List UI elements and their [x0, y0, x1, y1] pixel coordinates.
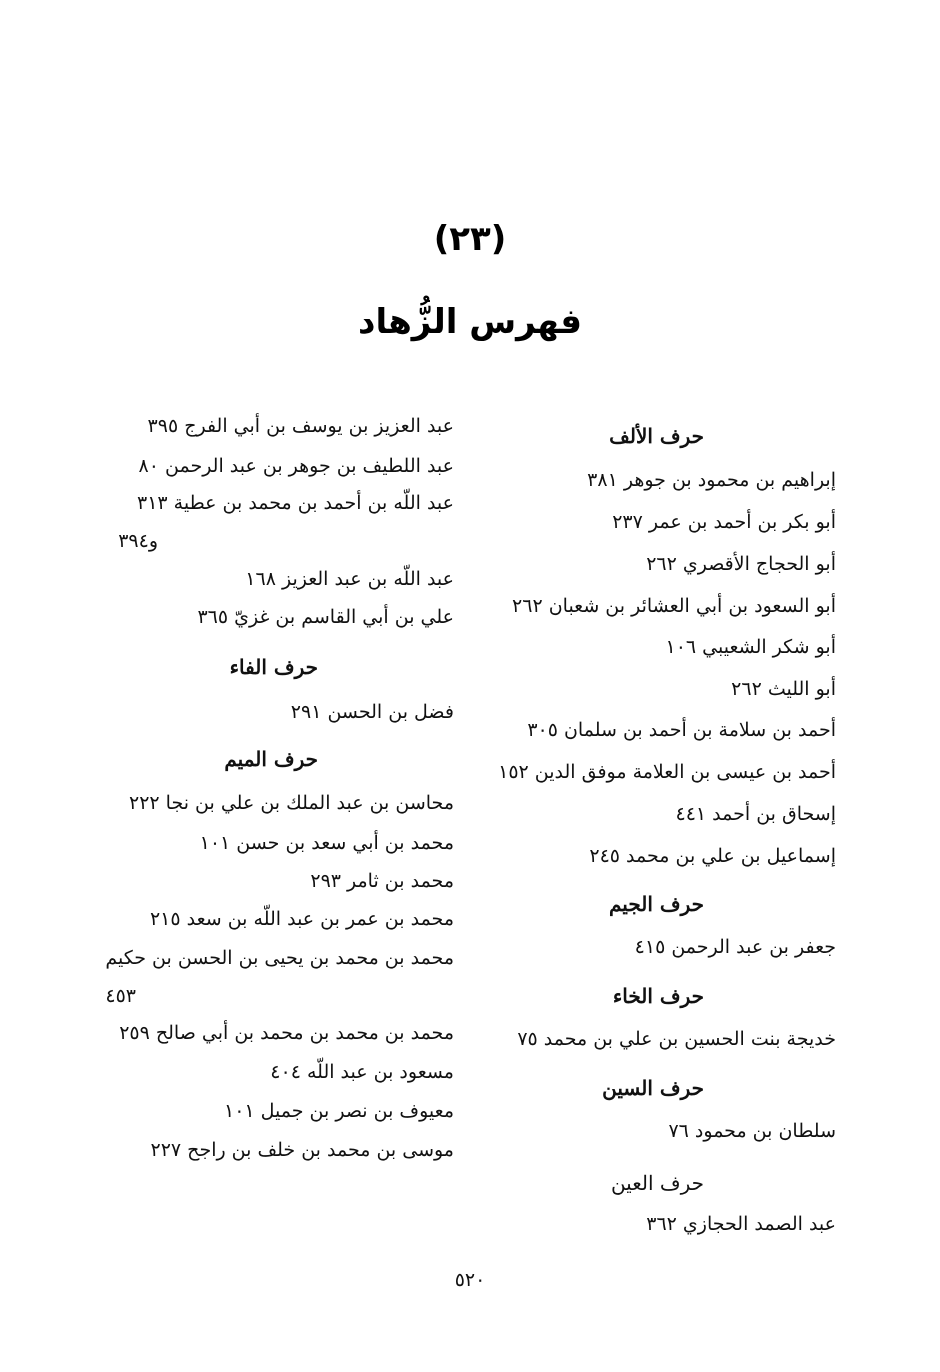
letter-heading: حرف العين	[610, 1171, 704, 1195]
index-entry: عبد اللّه بن أحمد بن محمد بن عطية ٣١٣	[136, 492, 454, 514]
index-entry: إسحاق بن أحمد ٤٤١	[675, 803, 836, 825]
chapter-title: فهرس الزُّهاد	[358, 302, 582, 342]
index-entry: أبو السعود بن أبي العشائر بن شعبان ٢٦٢	[512, 595, 836, 617]
index-entry: محمد بن أبي سعد بن حسن ١٠١	[199, 832, 454, 854]
index-entry: محاسن بن عبد الملك بن علي بن نجا ٢٢٢	[128, 792, 454, 814]
index-entry: عبد الصمد الحجازي ٣٦٢	[646, 1213, 836, 1235]
index-entry: عبد اللطيف بن جوهر بن عبد الرحمن ٨٠	[138, 455, 454, 477]
index-entry: فضل بن الحسن ٢٩١	[290, 701, 454, 723]
chapter-number: (٢٣)	[433, 219, 507, 259]
entry-continuation: ٤٥٣	[105, 985, 136, 1007]
index-entry: موسى بن محمد بن خلف بن راجح ٢٢٧	[150, 1139, 454, 1161]
index-entry: محمد بن محمد بن يحيى بن الحسن بن حكيم	[105, 947, 454, 969]
index-entry: أبو بكر بن أحمد بن عمر ٢٣٧	[612, 511, 836, 533]
letter-heading: حرف الجيم	[609, 892, 704, 916]
index-entry: محمد بن ثامر ٢٩٣	[310, 870, 454, 892]
index-entry: سلطان بن محمود ٧٦	[668, 1120, 836, 1142]
index-entry: أحمد بن عيسى بن العلامة موفق الدين ١٥٢	[498, 761, 836, 783]
index-entry: أبو شكر الشعيبي ١٠٦	[665, 636, 836, 658]
index-entry: خديجة بنت الحسين بن علي بن محمد ٧٥	[517, 1028, 836, 1050]
letter-heading: حرف الميم	[224, 747, 318, 771]
letter-heading: حرف الفاء	[229, 655, 318, 679]
index-entry: مسعود بن عبد اللّه ٤٠٤	[270, 1061, 454, 1083]
index-entry: أحمد بن سلامة بن أحمد بن سلمان ٣٠٥	[527, 719, 836, 741]
letter-heading: حرف السين	[602, 1076, 704, 1100]
index-entry: عبد اللّه بن عبد العزيز ١٦٨	[245, 568, 454, 590]
index-entry: محمد بن محمد بن محمد بن أبي صالح ٢٥٩	[119, 1022, 454, 1044]
page-number: ٥٢٠	[454, 1269, 486, 1291]
index-entry: معيوف بن نصر بن جميل ١٠١	[223, 1100, 454, 1122]
index-entry: عبد العزيز بن يوسف بن أبي الفرج ٣٩٥	[147, 415, 454, 437]
index-entry: إبراهيم بن محمود بن جوهر ٣٨١	[587, 469, 836, 491]
index-entry: أبو الليث ٢٦٢	[731, 678, 836, 700]
index-entry: محمد بن عمر بن عبد اللّه بن سعد ٢١٥	[149, 908, 454, 930]
letter-heading: حرف الألف	[609, 424, 704, 448]
entry-continuation: و٣٩٤	[118, 530, 158, 552]
index-entry: إسماعيل بن علي بن محمد ٢٤٥	[589, 845, 836, 867]
index-entry: أبو الحجاج الأقصري ٢٦٢	[646, 553, 836, 575]
index-entry: علي بن أبي القاسم بن غزيّ ٣٦٥	[197, 606, 454, 628]
index-entry: جعفر بن عبد الرحمن ٤١٥	[634, 936, 836, 958]
letter-heading: حرف الخاء	[612, 984, 704, 1008]
